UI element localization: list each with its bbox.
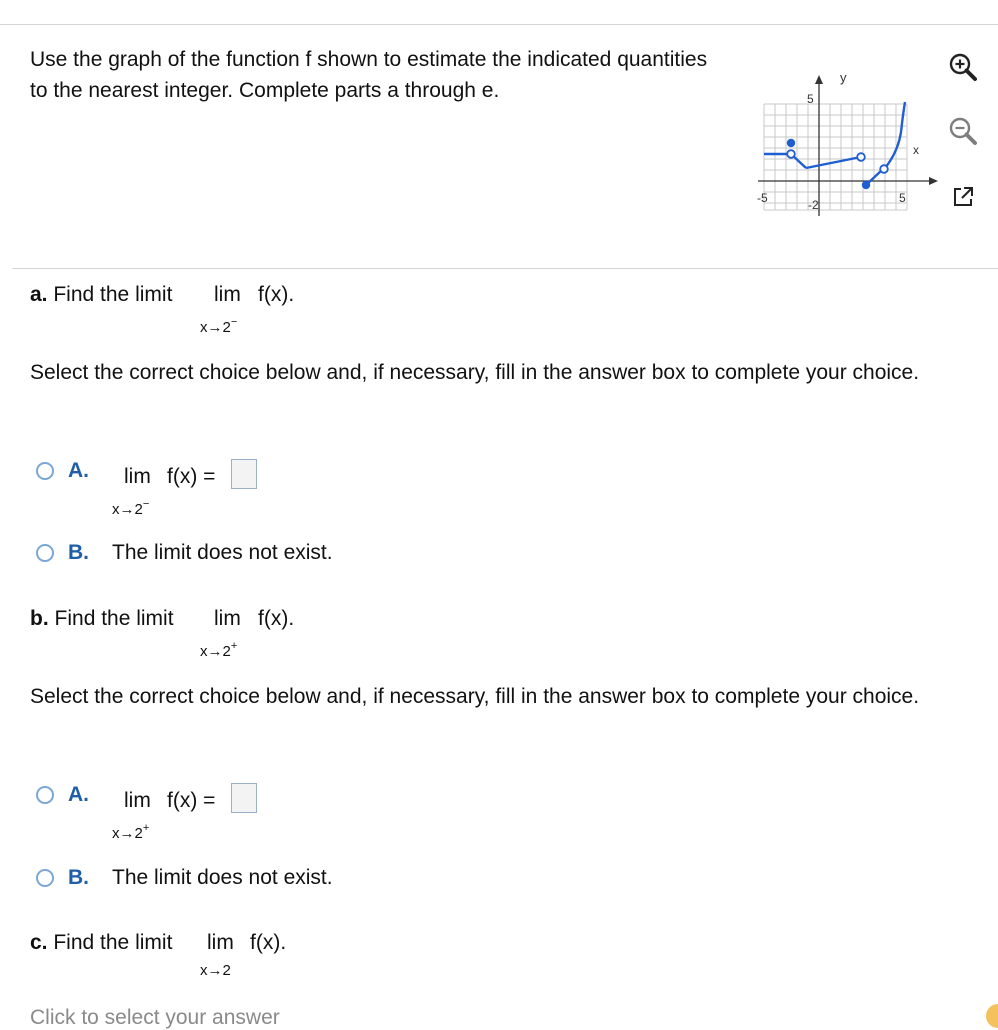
choice-b-text: The limit does not exist. [112,866,333,889]
open-point [787,150,795,158]
part-b-sub-text: x→2 [200,643,231,660]
part-a-choice-a-lim: lim [124,465,151,488]
part-a-choice-b[interactable] [36,541,333,565]
y-axis-label: y [840,70,847,85]
function-graph[interactable] [748,66,942,218]
sub-text: x→2 [112,825,143,842]
part-c-fx: f(x). [250,931,287,954]
radio-button[interactable] [36,544,54,562]
choice-letter: A. [68,783,89,806]
part-b-answer-box[interactable] [231,783,257,813]
part-b-fx: f(x). [258,607,295,630]
zoom-out-button[interactable] [946,114,980,148]
part-b-choice-a[interactable] [36,783,100,807]
part-a-choice-a-subscript [112,498,150,518]
open-new-window-button[interactable] [946,180,980,214]
y-tick-5: 5 [807,92,814,106]
choice-b-text: The limit does not exist. [112,541,333,564]
x-tick-5: 5 [899,191,906,205]
sub-text: x→2 [112,501,143,518]
part-b-heading [30,607,174,631]
part-a-prompt: Find the limit [53,283,173,306]
part-a-lim: lim [214,283,241,306]
part-b-prompt: Find the limit [54,607,174,630]
footer-hint: Click to select your answer [30,1006,280,1029]
part-a-heading [30,283,172,307]
part-c-subscript: x→2 [200,962,231,979]
open-point [857,153,865,161]
part-b-instruction: Select the correct choice below and, if necessary, fill in the answer box to complete your choice. [30,685,920,708]
part-b-lim: lim [214,607,241,630]
part-a-choice-a-expr: f(x) = [167,465,216,488]
part-a-sub-text: x→2 [200,319,231,336]
help-badge[interactable] [986,1004,998,1028]
part-a-letter: a. [30,283,48,306]
graph-grid [764,104,907,210]
closed-point [862,181,870,189]
sup-text: − [142,498,150,510]
graph-axes [758,75,938,216]
zoom-in-icon [948,52,978,82]
radio-button[interactable] [36,869,54,887]
choice-letter: B. [68,866,89,889]
choice-letter: A. [68,459,89,482]
part-c-lim: lim [207,931,234,954]
top-divider [0,24,998,25]
part-b-letter: b. [30,607,49,630]
x-axis-label: x [913,143,919,157]
part-b-choice-a-expr: f(x) = [167,789,216,812]
part-b-choice-b[interactable] [36,866,333,890]
section-divider [12,268,998,269]
part-a-answer-box[interactable] [231,459,257,489]
part-a-instruction: Select the correct choice below and, if necessary, fill in the answer box to complete your choice. [30,361,920,384]
part-c-heading [30,931,172,955]
x-tick-neg5: -5 [757,191,768,205]
part-b-subscript [200,640,238,660]
sup-text: + [142,822,150,834]
external-link-icon [951,185,975,209]
zoom-in-button[interactable] [946,50,980,84]
open-point [880,165,888,173]
part-a-choice-a[interactable] [36,459,100,483]
part-b-sup: + [230,640,238,652]
part-b-choice-a-subscript [112,822,150,842]
part-c-letter: c. [30,931,48,954]
closed-point [787,139,795,147]
part-c-prompt: Find the limit [53,931,173,954]
zoom-out-icon [948,116,978,146]
radio-button[interactable] [36,462,54,480]
y-tick-neg2: -2 [808,198,819,212]
choice-letter: B. [68,541,89,564]
part-a-sup: − [230,316,238,328]
radio-button[interactable] [36,786,54,804]
question-text: Use the graph of the function f shown to estimate the indicated quantities to the nearest integer. Complete parts a through e. [30,48,708,102]
part-b-choice-a-lim: lim [124,789,151,812]
part-a-subscript [200,316,238,336]
part-a-fx: f(x). [258,283,295,306]
